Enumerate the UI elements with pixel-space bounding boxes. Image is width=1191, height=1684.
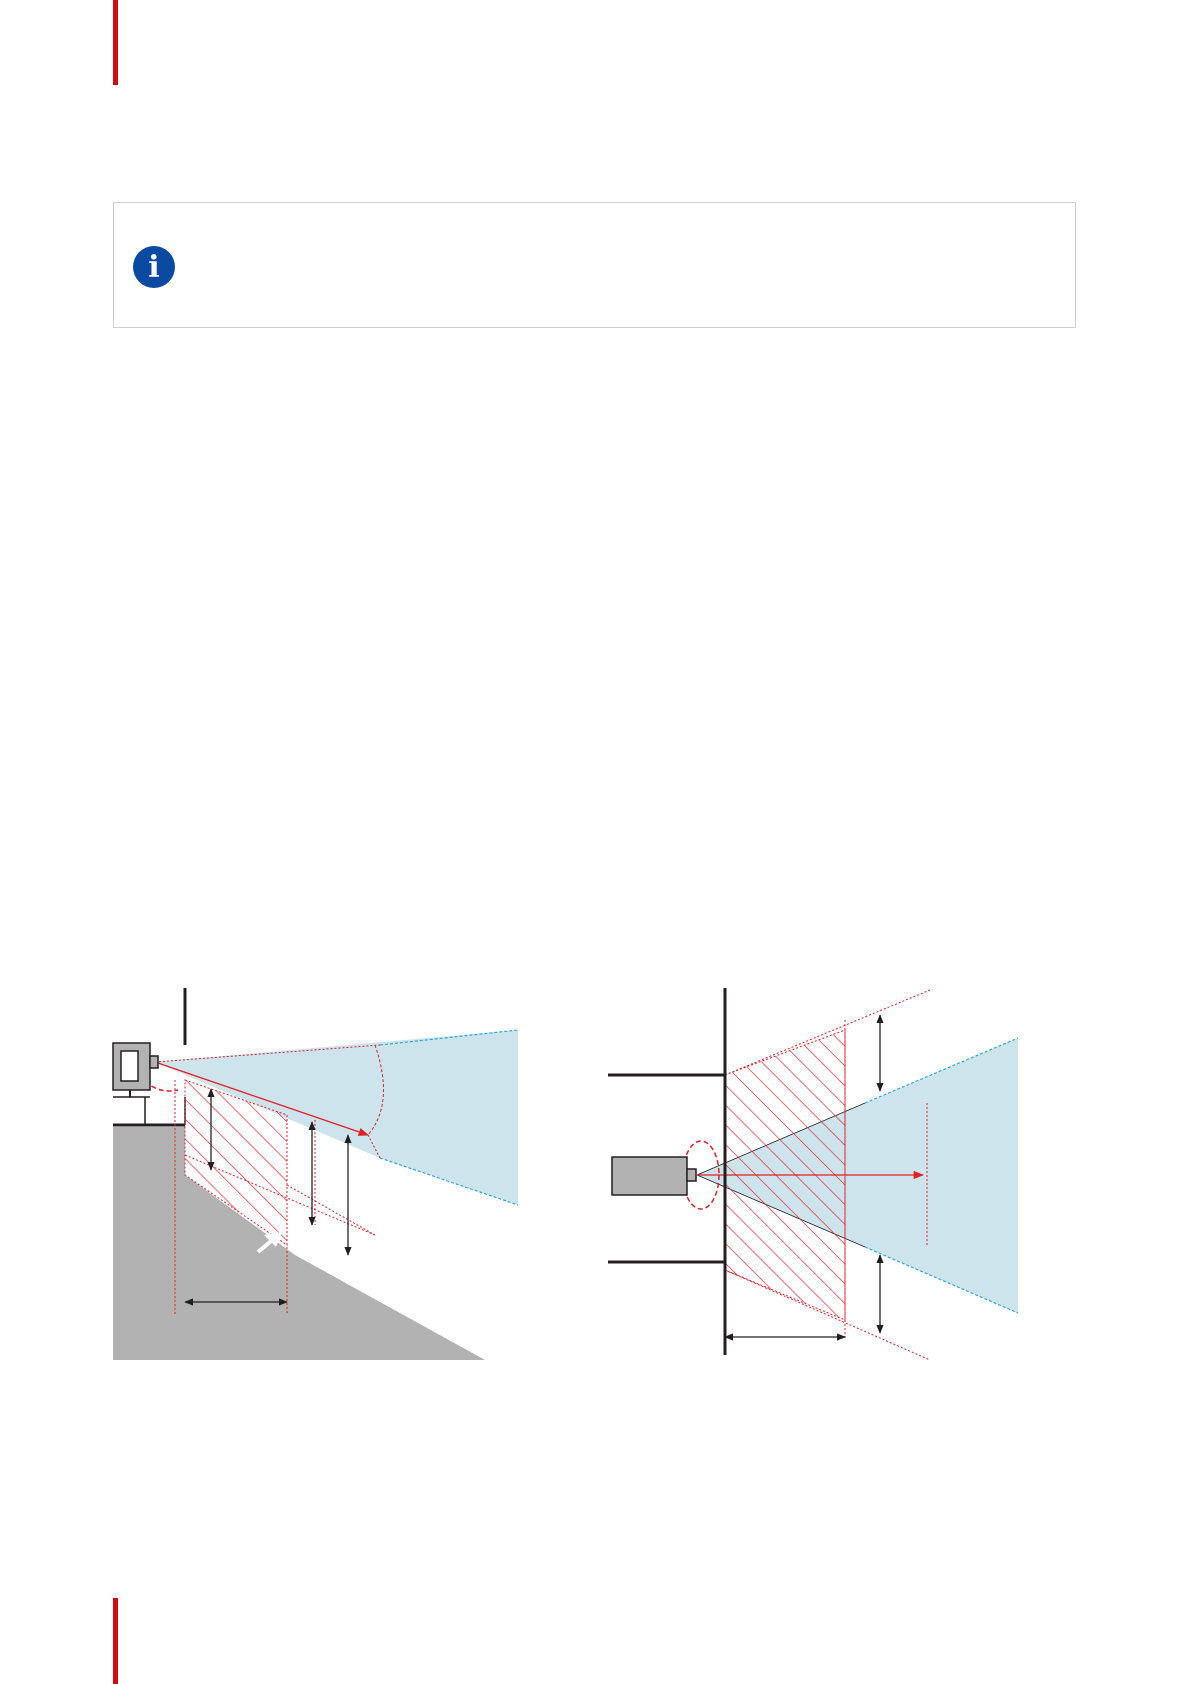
info-icon: i xyxy=(133,246,175,288)
top-accent-bar xyxy=(113,0,118,85)
projector-icon xyxy=(113,1043,158,1097)
projector-icon xyxy=(612,1157,696,1195)
diagram-projector-floor xyxy=(110,985,530,1360)
bottom-accent-bar xyxy=(113,1598,118,1684)
info-note-box xyxy=(113,202,1076,328)
reflection-line xyxy=(287,1185,375,1235)
diagram-projector-wall xyxy=(605,985,1025,1360)
